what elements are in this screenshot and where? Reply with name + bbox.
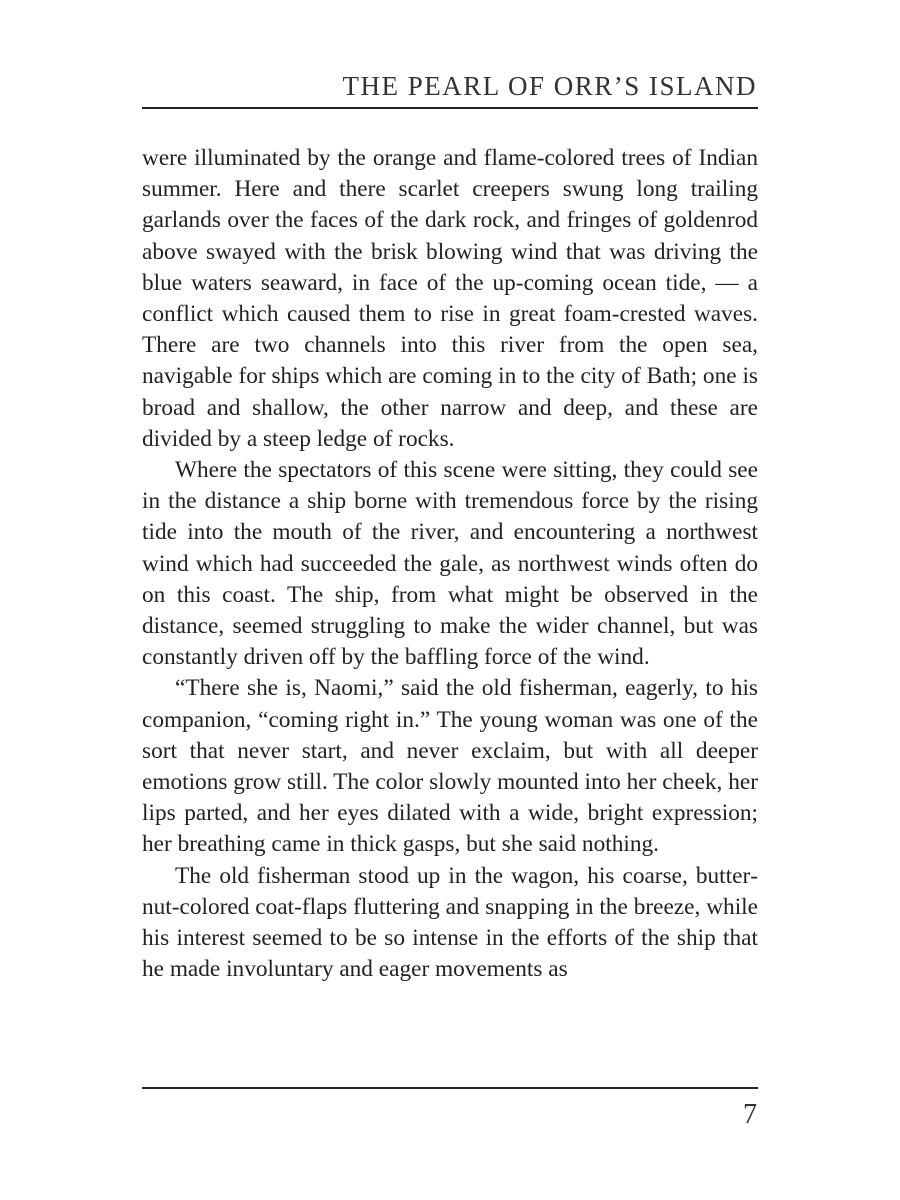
footer-rule [142,1087,758,1089]
paragraph-continued: were illuminated by the orange and flame-colored trees of Indian summer. Here and there scarlet creepers swung long trailing garlands over the faces of the dark rock, and fringes of goldenrod above swayed with the brisk blowing wind that was driving the blue waters seaward, in face of the up-coming ocean tide, — a conflict which caused them to rise in great foam-crested waves. There are two channels into this river from the open sea, navigable for ships which are coming in to the city of Bath; one is broad and shallow, the other narrow and deep, and these are divided by a steep ledge of rocks. [142,145,758,452]
paragraph: “There she is, Naomi,” said the old fisherman, eagerly, to his companion, “coming right in.” The young woman was one of the sort that never start, and never exclaim, but with all deeper emotions grow still. The color slowly mounted into her cheek, her lips parted, and her eyes dilated with a wide, bright expression; her breathing came in thick gasps, but she said nothing. [142,675,758,858]
header-rule [142,107,758,109]
running-head-title: THE PEARL OF ORR’S ISLAND [342,71,757,101]
body-text [142,143,758,985]
paragraph: Where the spectators of this scene were sitting, they could see in the distance a ship borne with tremendous force by the rising tide into the mouth of the river, and encountering a northwest wind which had succeeded the gale, as northwest winds often do on this coast. The ship, from what might be observed in the distance, seemed struggling to make the wider channel, but was constantly driven off by the baffling force of the wind. [142,457,758,671]
paragraph: The old fisherman stood up in the wagon, his coarse, butternut-colored coat-flaps fluttering and snapping in the breeze, while his interest seemed to be so intense in the efforts of the ship that he made involuntary and eager movements as [142,862,758,983]
page-number: 7 [743,1099,757,1130]
